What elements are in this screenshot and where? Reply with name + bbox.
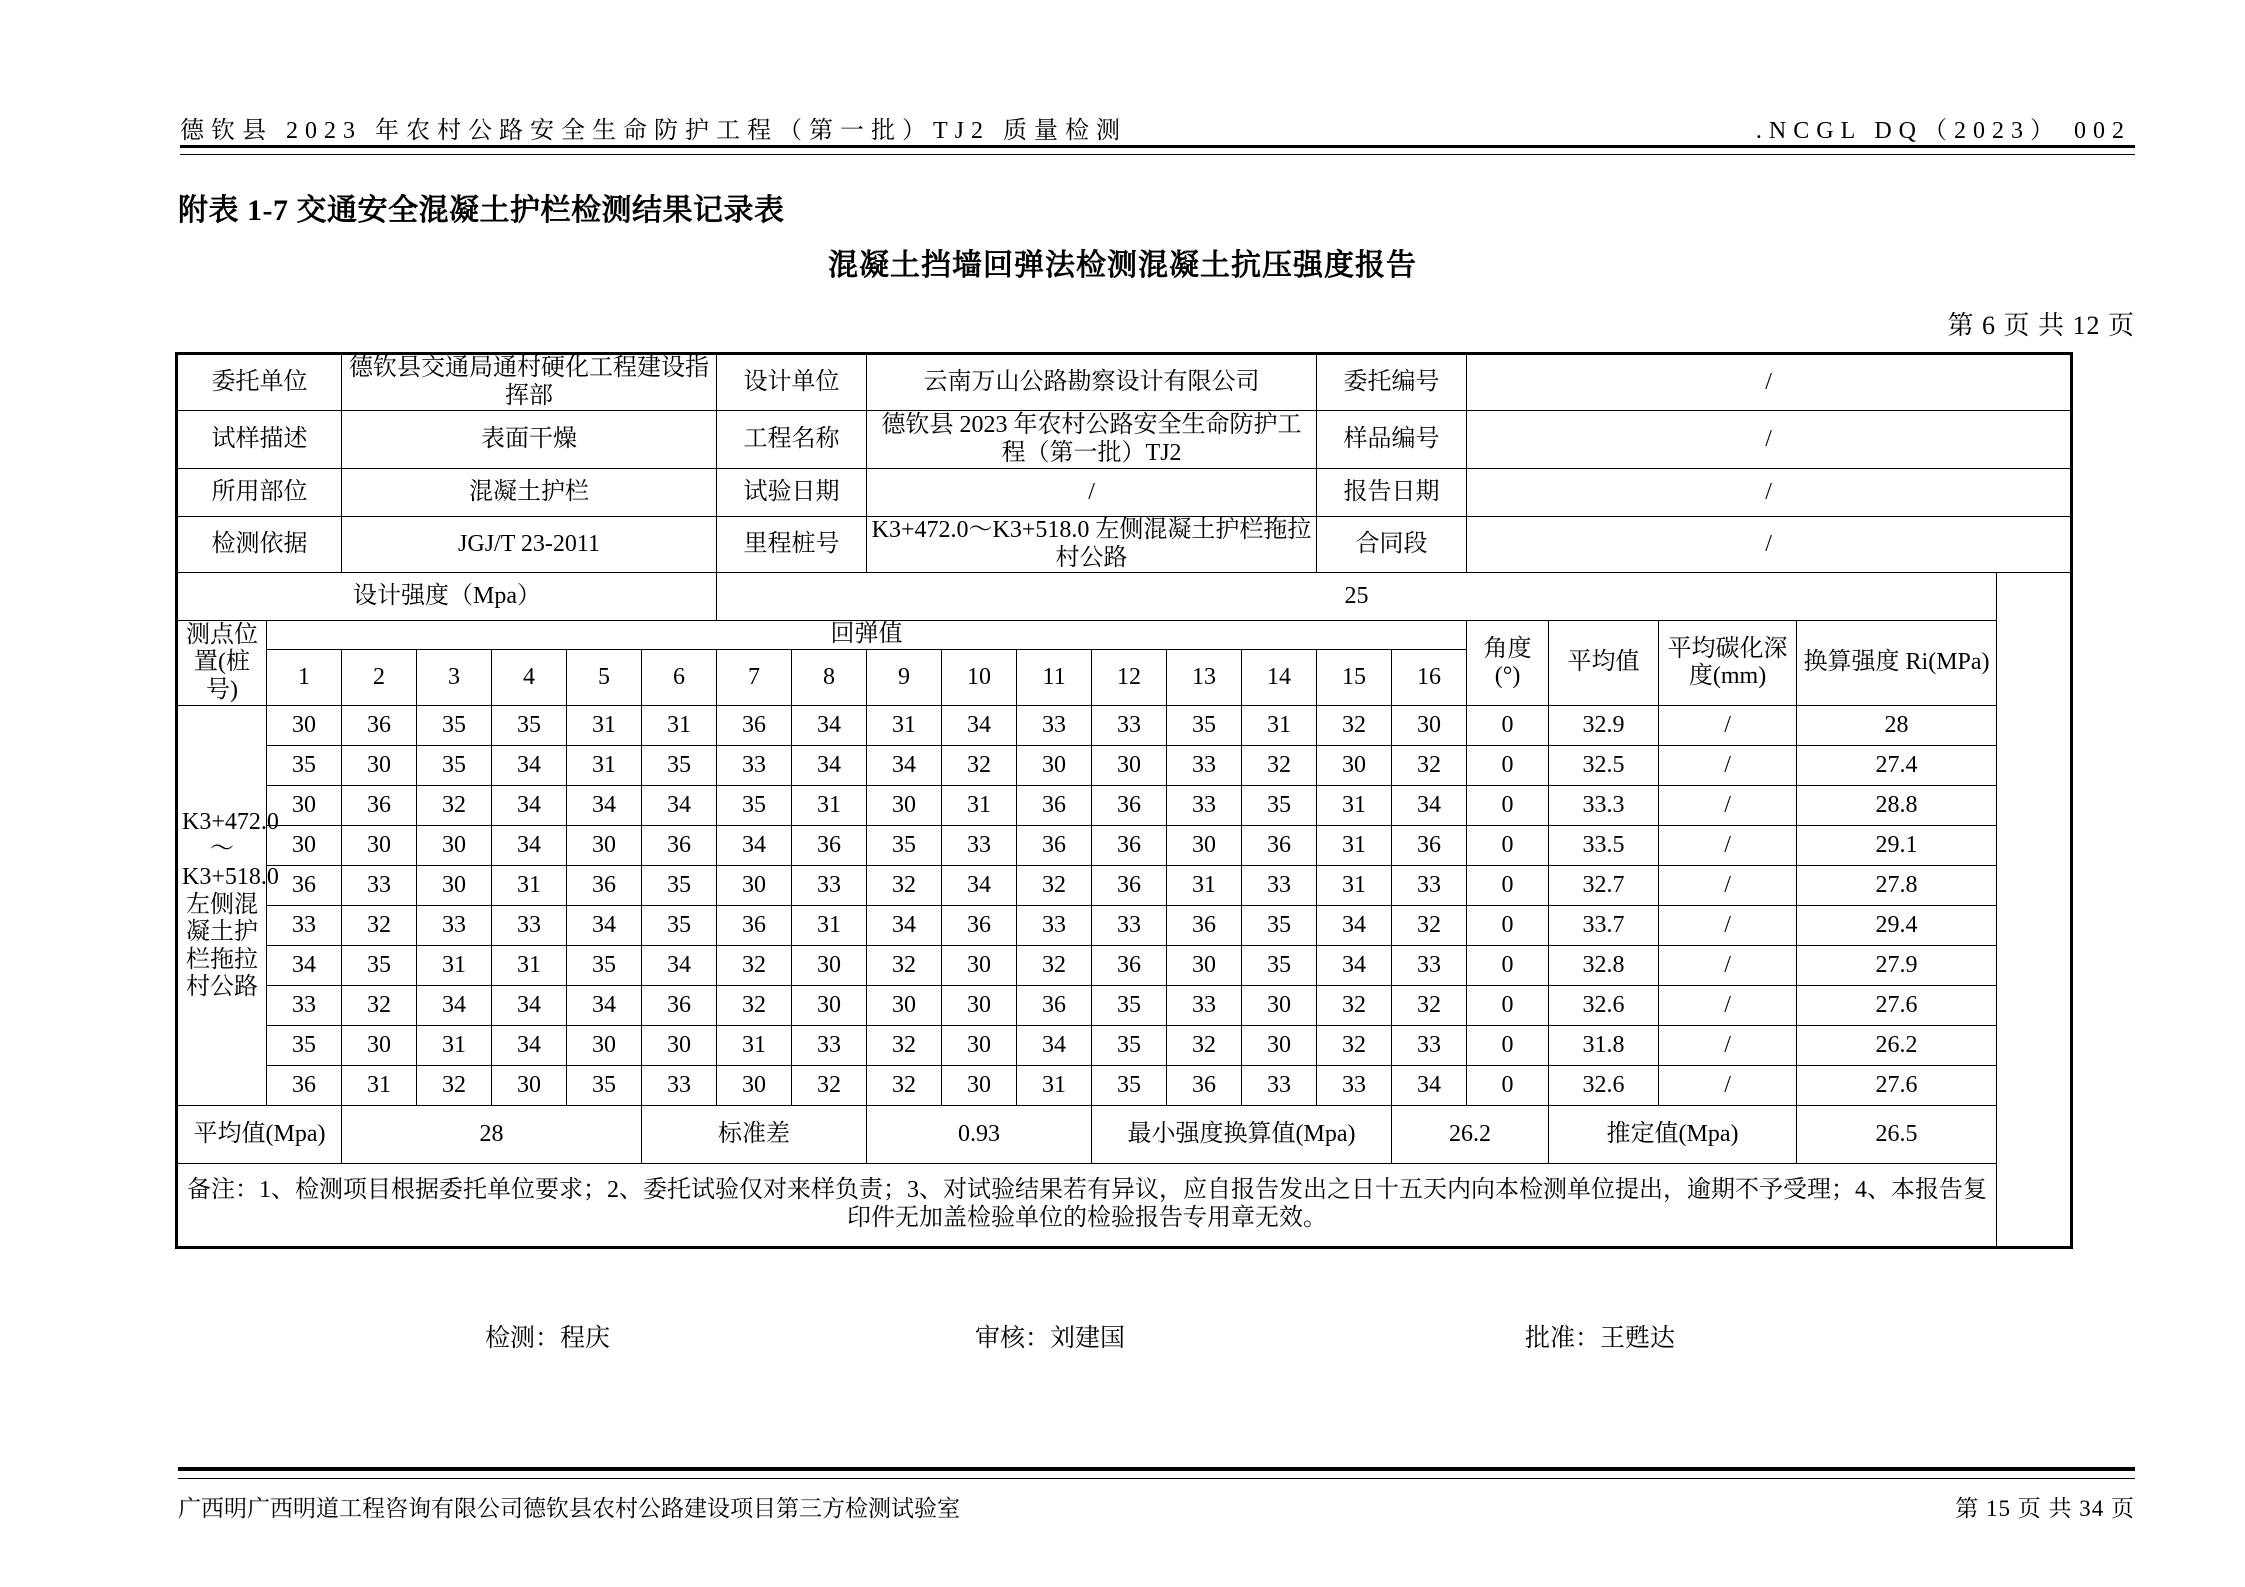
running-header-right: .NCGL DQ（2023） 002	[1755, 118, 2131, 144]
rebound-value-cell: 36	[1092, 785, 1167, 825]
rebound-value-cell: 35	[1242, 945, 1317, 985]
rebound-value-cell: 31	[492, 945, 567, 985]
rebound-value-cell: 32	[1317, 985, 1392, 1025]
rebound-value-cell: 34	[267, 945, 342, 985]
footer-page-number: 第 15 页 共 34 页	[1955, 1496, 2135, 1521]
rebound-value-cell: 33	[792, 865, 867, 905]
rebound-value-cell: 30	[1167, 945, 1242, 985]
average-value-cell: 32.9	[1549, 705, 1659, 745]
col-header-point-11: 11	[1017, 649, 1092, 705]
mean-label: 平均值(Mpa)	[177, 1105, 342, 1163]
rebound-value-cell: 35	[717, 785, 792, 825]
rebound-value-cell: 32	[1392, 905, 1467, 945]
contract-value: /	[1467, 517, 2072, 573]
rebound-value-cell: 36	[642, 985, 717, 1025]
rebound-value-cell: 30	[1167, 825, 1242, 865]
angle-value-cell: 0	[1467, 785, 1549, 825]
rebound-value-cell: 30	[342, 745, 417, 785]
rebound-value-cell: 34	[1392, 785, 1467, 825]
rebound-value-cell: 34	[492, 825, 567, 865]
rebound-value-cell: 31	[717, 1025, 792, 1065]
rebound-value-cell: 34	[1392, 1065, 1467, 1105]
col-header-point-6: 6	[642, 649, 717, 705]
rebound-value-cell: 33	[1392, 945, 1467, 985]
average-value-cell: 33.3	[1549, 785, 1659, 825]
rebound-value-cell: 33	[792, 1025, 867, 1065]
table-row	[177, 825, 2072, 865]
rebound-value-cell: 32	[867, 1065, 942, 1105]
rebound-value-cell: 30	[267, 825, 342, 865]
rebound-value-cell: 36	[342, 705, 417, 745]
rebound-value-cell: 32	[1017, 865, 1092, 905]
col-header-point-12: 12	[1092, 649, 1167, 705]
col-header-point-8: 8	[792, 649, 867, 705]
client-label: 委托单位	[177, 354, 342, 411]
rebound-value-cell: 31	[867, 705, 942, 745]
rebound-value-cell: 32	[1242, 745, 1317, 785]
report-date-label: 报告日期	[1317, 469, 1467, 517]
mean-value: 28	[342, 1105, 642, 1163]
test-date-label: 试验日期	[717, 469, 867, 517]
rebound-value-cell: 30	[267, 705, 342, 745]
running-header	[180, 110, 2135, 145]
angle-value-cell: 0	[1467, 905, 1549, 945]
basis-value: JGJ/T 23-2011	[342, 517, 717, 573]
table-row	[177, 1025, 2072, 1065]
rebound-value-cell: 31	[942, 785, 1017, 825]
rebound-value-cell: 33	[1167, 785, 1242, 825]
converted-strength-cell: 29.4	[1797, 905, 1997, 945]
rebound-value-cell: 31	[642, 705, 717, 745]
rebound-value-cell: 33	[942, 825, 1017, 865]
rebound-value-cell: 36	[1167, 1065, 1242, 1105]
part-label: 所用部位	[177, 469, 342, 517]
rebound-value-cell: 33	[267, 985, 342, 1025]
col-header-converted-strength: 换算强度 Ri(MPa)	[1797, 621, 1997, 706]
converted-strength-cell: 28	[1797, 705, 1997, 745]
table-row	[177, 985, 2072, 1025]
rebound-value-cell: 31	[1317, 825, 1392, 865]
rebound-value-cell: 33	[1317, 1065, 1392, 1105]
sample-no-value: /	[1467, 411, 2072, 469]
rebound-value-cell: 30	[567, 825, 642, 865]
col-header-point-3: 3	[417, 649, 492, 705]
rebound-value-cell: 32	[1167, 1025, 1242, 1065]
rebound-value-cell: 35	[342, 945, 417, 985]
rebound-value-cell: 35	[417, 745, 492, 785]
client-value: 德钦县交通局通村硬化工程建设指挥部	[342, 354, 717, 411]
carbonation-value-cell: /	[1659, 945, 1797, 985]
average-value-cell: 32.5	[1549, 745, 1659, 785]
table-row	[177, 945, 2072, 985]
col-header-carbonation: 平均碳化深度(mm)	[1659, 621, 1797, 706]
rebound-value-cell: 32	[792, 1065, 867, 1105]
rebound-value-cell: 36	[1017, 825, 1092, 865]
rebound-value-cell: 34	[1317, 905, 1392, 945]
col-header-point-5: 5	[567, 649, 642, 705]
rebound-value-cell: 30	[342, 825, 417, 865]
rebound-value-cell: 36	[342, 785, 417, 825]
rebound-value-cell: 30	[267, 785, 342, 825]
part-value: 混凝土护栏	[342, 469, 717, 517]
rebound-value-cell: 33	[1392, 865, 1467, 905]
rebound-value-cell: 35	[642, 865, 717, 905]
rebound-value-cell: 34	[1017, 1025, 1092, 1065]
carbonation-value-cell: /	[1659, 865, 1797, 905]
rebound-value-cell: 33	[1167, 985, 1242, 1025]
estimated-value: 26.5	[1797, 1105, 1997, 1163]
rebound-value-cell: 32	[867, 945, 942, 985]
design-unit-label: 设计单位	[717, 354, 867, 411]
report-date-value: /	[1467, 469, 2072, 517]
rebound-value-cell: 33	[717, 745, 792, 785]
col-header-point-10: 10	[942, 649, 1017, 705]
rebound-value-cell: 30	[642, 1025, 717, 1065]
rebound-value-cell: 31	[417, 945, 492, 985]
rebound-value-cell: 33	[1017, 705, 1092, 745]
rebound-value-cell: 33	[1017, 905, 1092, 945]
rebound-value-cell: 36	[1092, 825, 1167, 865]
rebound-value-cell: 30	[867, 785, 942, 825]
rebound-value-cell: 30	[792, 945, 867, 985]
carbonation-value-cell: /	[1659, 825, 1797, 865]
rebound-value-cell: 34	[942, 865, 1017, 905]
col-header-point-9: 9	[867, 649, 942, 705]
rebound-value-cell: 35	[642, 745, 717, 785]
converted-strength-cell: 27.9	[1797, 945, 1997, 985]
col-header-point-7: 7	[717, 649, 792, 705]
rebound-value-cell: 35	[1242, 905, 1317, 945]
rebound-value-cell: 30	[1317, 745, 1392, 785]
rebound-value-cell: 31	[567, 745, 642, 785]
rebound-value-cell: 32	[1317, 705, 1392, 745]
rebound-value-cell: 35	[1092, 1025, 1167, 1065]
average-value-cell: 33.7	[1549, 905, 1659, 945]
remarks-text: 备注：1、检测项目根据委托单位要求；2、委托试验仅对来样负责；3、对试验结果若有异议，应自报告发出之日十五天内向本检测单位提出，逾期不予受理；4、本报告复印件无加盖检验单位的检验报告专用章无效。	[177, 1163, 1997, 1247]
rebound-value-cell: 33	[417, 905, 492, 945]
average-value-cell: 33.5	[1549, 825, 1659, 865]
rebound-value-cell: 34	[942, 705, 1017, 745]
summary-row	[177, 1105, 2072, 1163]
table-row	[177, 517, 2072, 573]
rebound-value-cell: 32	[1392, 745, 1467, 785]
rebound-value-cell: 30	[567, 1025, 642, 1065]
rebound-value-cell: 35	[1242, 785, 1317, 825]
remarks-row	[177, 1163, 2072, 1247]
angle-value-cell: 0	[1467, 825, 1549, 865]
angle-value-cell: 0	[1467, 1065, 1549, 1105]
rebound-value-cell: 36	[717, 705, 792, 745]
sample-desc-label: 试样描述	[177, 411, 342, 469]
rebound-value-cell: 35	[867, 825, 942, 865]
sample-desc-value: 表面干燥	[342, 411, 717, 469]
rebound-value-cell: 34	[717, 825, 792, 865]
rebound-value-cell: 34	[792, 745, 867, 785]
rebound-value-cell: 35	[1092, 1065, 1167, 1105]
page-subtitle: 混凝土挡墙回弹法检测混凝土抗压强度报告	[828, 249, 1417, 282]
rebound-value-cell: 30	[1092, 745, 1167, 785]
rebound-value-cell: 31	[792, 785, 867, 825]
col-header-point-1: 1	[267, 649, 342, 705]
rebound-value-cell: 32	[417, 1065, 492, 1105]
rebound-value-cell: 33	[1092, 905, 1167, 945]
entrust-no-value: /	[1467, 354, 2072, 411]
table-row	[177, 411, 2072, 469]
rebound-value-cell: 35	[267, 1025, 342, 1065]
converted-strength-cell: 27.6	[1797, 1065, 1997, 1105]
rebound-value-cell: 35	[1092, 985, 1167, 1025]
rebound-value-cell: 34	[867, 745, 942, 785]
col-header-angle: 角度(°)	[1467, 621, 1549, 706]
average-value-cell: 32.6	[1549, 1065, 1659, 1105]
rebound-value-cell: 30	[417, 825, 492, 865]
table-row	[177, 865, 2072, 905]
header-divider-rule	[180, 145, 2135, 155]
carbonation-value-cell: /	[1659, 985, 1797, 1025]
rebound-value-cell: 36	[1017, 785, 1092, 825]
average-value-cell: 32.7	[1549, 865, 1659, 905]
carbonation-value-cell: /	[1659, 705, 1797, 745]
rebound-value-cell: 36	[1392, 825, 1467, 865]
table-row	[177, 573, 2072, 621]
rebound-value-cell: 32	[867, 865, 942, 905]
rebound-value-cell: 34	[567, 985, 642, 1025]
rebound-value-cell: 34	[492, 745, 567, 785]
rebound-value-cell: 31	[567, 705, 642, 745]
rebound-value-cell: 36	[792, 825, 867, 865]
table-row	[177, 785, 2072, 825]
rebound-value-cell: 30	[942, 985, 1017, 1025]
footer-organization: 广西明广西明道工程咨询有限公司德钦县农村公路建设项目第三方检测试验室	[178, 1496, 960, 1521]
rebound-value-cell: 30	[1392, 705, 1467, 745]
col-header-rebound-group: 回弹值	[267, 621, 1467, 650]
angle-value-cell: 0	[1467, 985, 1549, 1025]
rebound-value-cell: 30	[942, 945, 1017, 985]
rebound-value-cell: 30	[1017, 745, 1092, 785]
project-name-label: 工程名称	[717, 411, 867, 469]
design-unit-value: 云南万山公路勘察设计有限公司	[867, 354, 1317, 411]
rebound-value-cell: 30	[792, 985, 867, 1025]
rebound-value-cell: 32	[942, 745, 1017, 785]
col-header-site: 测点位置(桩号)	[177, 621, 267, 706]
rebound-value-cell: 31	[1317, 865, 1392, 905]
rebound-value-cell: 35	[567, 945, 642, 985]
stddev-value: 0.93	[867, 1105, 1092, 1163]
rebound-value-cell: 30	[717, 1065, 792, 1105]
contract-label: 合同段	[1317, 517, 1467, 573]
rebound-value-cell: 30	[867, 985, 942, 1025]
carbonation-value-cell: /	[1659, 785, 1797, 825]
rebound-value-cell: 36	[267, 865, 342, 905]
rebound-value-cell: 33	[642, 1065, 717, 1105]
rebound-value-cell: 36	[642, 825, 717, 865]
design-strength-value: 25	[717, 573, 1997, 621]
rebound-value-cell: 31	[1017, 1065, 1092, 1105]
rebound-value-cell: 35	[1167, 705, 1242, 745]
rebound-value-cell: 32	[717, 945, 792, 985]
angle-value-cell: 0	[1467, 865, 1549, 905]
table-row	[177, 469, 2072, 517]
rebound-value-cell: 36	[1092, 945, 1167, 985]
rebound-value-cell: 35	[642, 905, 717, 945]
signature-tester: 检测：程庆	[485, 1325, 611, 1352]
design-strength-label: 设计强度（Mpa）	[177, 573, 717, 621]
rebound-value-cell: 33	[492, 905, 567, 945]
min-converted-label: 最小强度换算值(Mpa)	[1092, 1105, 1392, 1163]
rebound-value-cell: 31	[417, 1025, 492, 1065]
signature-reviewer: 审核：刘建国	[975, 1325, 1126, 1352]
rebound-value-cell: 34	[492, 985, 567, 1025]
rebound-value-cell: 36	[267, 1065, 342, 1105]
rebound-value-cell: 36	[1242, 825, 1317, 865]
col-header-point-14: 14	[1242, 649, 1317, 705]
rebound-value-cell: 30	[492, 1065, 567, 1105]
rebound-value-cell: 30	[942, 1065, 1017, 1105]
rebound-value-cell: 30	[417, 865, 492, 905]
rebound-value-cell: 31	[792, 905, 867, 945]
rebound-value-cell: 30	[342, 1025, 417, 1065]
running-header-left: 德钦县 2023 年农村公路安全生命防护工程（第一批）TJ2 质量检测	[180, 118, 1127, 144]
rebound-value-cell: 33	[342, 865, 417, 905]
converted-strength-cell: 27.6	[1797, 985, 1997, 1025]
table-header-row	[177, 621, 2072, 650]
carbonation-value-cell: /	[1659, 1065, 1797, 1105]
signature-approver: 批准：王甦达	[1525, 1325, 1676, 1352]
rebound-value-cell: 33	[1242, 1065, 1317, 1105]
rebound-value-cell: 36	[717, 905, 792, 945]
converted-strength-cell: 26.2	[1797, 1025, 1997, 1065]
col-header-point-13: 13	[1167, 649, 1242, 705]
rebound-value-cell: 34	[417, 985, 492, 1025]
rebound-value-cell: 33	[267, 905, 342, 945]
rebound-value-cell: 34	[867, 905, 942, 945]
rebound-value-cell: 36	[942, 905, 1017, 945]
report-table	[175, 352, 2073, 1249]
carbonation-value-cell: /	[1659, 905, 1797, 945]
rebound-value-cell: 30	[717, 865, 792, 905]
rebound-value-cell: 32	[417, 785, 492, 825]
rebound-value-cell: 31	[342, 1065, 417, 1105]
col-header-point-2: 2	[342, 649, 417, 705]
rebound-value-cell: 35	[417, 705, 492, 745]
rebound-value-cell: 32	[342, 985, 417, 1025]
converted-strength-cell: 29.1	[1797, 825, 1997, 865]
col-header-point-16: 16	[1392, 649, 1467, 705]
average-value-cell: 32.6	[1549, 985, 1659, 1025]
angle-value-cell: 0	[1467, 705, 1549, 745]
rebound-value-cell: 33	[1167, 745, 1242, 785]
rebound-value-cell: 30	[1242, 985, 1317, 1025]
rebound-value-cell: 35	[492, 705, 567, 745]
rebound-value-cell: 33	[1392, 1025, 1467, 1065]
col-header-point-4: 4	[492, 649, 567, 705]
rebound-value-cell: 34	[492, 785, 567, 825]
site-location-value: K3+472.0～K3+518.0 左侧混凝土护栏拖拉村公路	[177, 705, 267, 1105]
page-title: 附表 1-7 交通安全混凝土护栏检测结果记录表	[178, 194, 785, 227]
page-indicator: 第 6 页 共 12 页	[1947, 311, 2135, 340]
table-row	[177, 1065, 2072, 1105]
angle-value-cell: 0	[1467, 1025, 1549, 1065]
station-label: 里程桩号	[717, 517, 867, 573]
rebound-value-cell: 36	[567, 865, 642, 905]
rebound-value-cell: 31	[492, 865, 567, 905]
rebound-value-cell: 33	[1092, 705, 1167, 745]
table-row	[177, 905, 2072, 945]
carbonation-value-cell: /	[1659, 1025, 1797, 1065]
converted-strength-cell: 28.8	[1797, 785, 1997, 825]
rebound-value-cell: 36	[1167, 905, 1242, 945]
angle-value-cell: 0	[1467, 945, 1549, 985]
rebound-value-cell: 33	[1242, 865, 1317, 905]
rebound-value-cell: 31	[1167, 865, 1242, 905]
estimated-label: 推定值(Mpa)	[1549, 1105, 1797, 1163]
test-date-value: /	[867, 469, 1317, 517]
table-row	[177, 354, 2072, 411]
min-converted-value: 26.2	[1392, 1105, 1549, 1163]
basis-label: 检测依据	[177, 517, 342, 573]
rebound-value-cell: 32	[342, 905, 417, 945]
rebound-value-cell: 35	[567, 1065, 642, 1105]
table-row	[177, 705, 2072, 745]
table-row	[177, 745, 2072, 785]
rebound-value-cell: 30	[1242, 1025, 1317, 1065]
rebound-value-cell: 34	[792, 705, 867, 745]
rebound-value-cell: 34	[567, 905, 642, 945]
converted-strength-cell: 27.4	[1797, 745, 1997, 785]
sample-no-label: 样品编号	[1317, 411, 1467, 469]
entrust-no-label: 委托编号	[1317, 354, 1467, 411]
col-header-point-15: 15	[1317, 649, 1392, 705]
rebound-value-cell: 30	[942, 1025, 1017, 1065]
footer-divider-rule	[178, 1467, 2135, 1479]
rebound-value-cell: 34	[642, 945, 717, 985]
rebound-value-cell: 32	[867, 1025, 942, 1065]
rebound-value-cell: 34	[492, 1025, 567, 1065]
rebound-value-cell: 36	[1017, 985, 1092, 1025]
carbonation-value-cell: /	[1659, 745, 1797, 785]
average-value-cell: 31.8	[1549, 1025, 1659, 1065]
rebound-value-cell: 36	[1092, 865, 1167, 905]
rebound-value-cell: 34	[642, 785, 717, 825]
col-header-average: 平均值	[1549, 621, 1659, 706]
converted-strength-cell: 27.8	[1797, 865, 1997, 905]
rebound-value-cell: 34	[1317, 945, 1392, 985]
stddev-label: 标准差	[642, 1105, 867, 1163]
station-value: K3+472.0～K3+518.0 左侧混凝土护栏拖拉村公路	[867, 517, 1317, 573]
rebound-value-cell: 31	[1242, 705, 1317, 745]
rebound-value-cell: 32	[1017, 945, 1092, 985]
rebound-value-cell: 31	[1317, 785, 1392, 825]
signature-row	[175, 1318, 2073, 1354]
rebound-value-cell: 32	[1317, 1025, 1392, 1065]
rebound-value-cell: 32	[1392, 985, 1467, 1025]
average-value-cell: 32.8	[1549, 945, 1659, 985]
angle-value-cell: 0	[1467, 745, 1549, 785]
rebound-value-cell: 34	[567, 785, 642, 825]
rebound-value-cell: 35	[267, 745, 342, 785]
rebound-value-cell: 32	[717, 985, 792, 1025]
project-name-value: 德钦县 2023 年农村公路安全生命防护工程（第一批）TJ2	[867, 411, 1317, 469]
page-footer	[178, 1490, 2135, 1523]
